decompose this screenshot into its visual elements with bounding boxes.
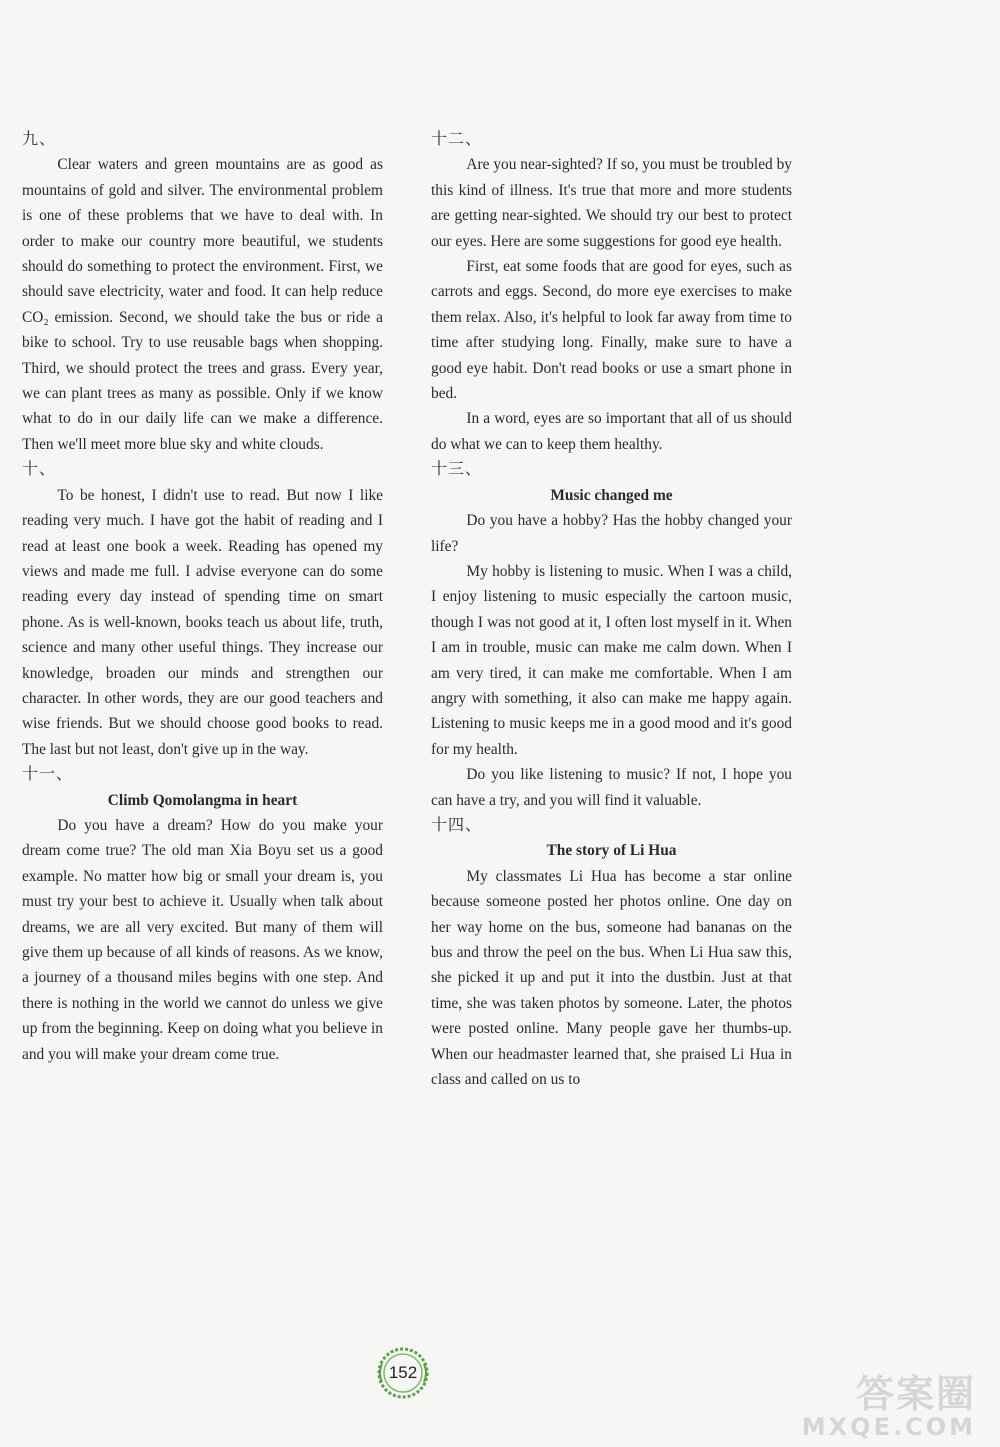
paragraph: Are you near-sighted? If so, you must be troubled by this kind of illness. It's true that more and more students are getting near-sighted. We should try our best to protect our eyes. Here are some suggestions for good eye health. [431,156,792,250]
page-number: 152 [388,1363,418,1382]
section-13 [431,457,792,813]
section-10 [22,457,383,762]
section-heading: 十、 [22,461,57,479]
section-11 [22,762,383,1067]
paragraph: Clear waters and green mountains are as good as mountains of gold and silver. The environmental problem is one of these problems that we have to deal with. In order to make our country more beautiful, we students should do something to protect the environment. First, we should save electricity, water and food. It can help reduce CO₂ emission. Second, we should take the bus or ride a bike to school. Try to use reusable bags when shopping. Third, we should protect the trees and grass. Every year, we can plant trees as many as possible. Only if we know what to do in our daily life can we make a difference. Then we'll meet more blue sky and white clouds. [22,156,383,453]
section-heading: 十二、 [431,131,483,148]
left-column [22,127,383,1067]
paragraph: In a word, eyes are so important that all of us should do what we can to keep them healthy. [431,410,792,453]
paragraph: First, eat some foods that are good for eyes, such as carrots and eggs. Second, do more eye exercises to make them relax. Also, it's helpful to look far away from time to time after studying long. Finally, make sure to have a good eye habit. Don't read books or use a smart phone in bed. [431,258,792,403]
watermark-url: MXQE.COM [801,1413,976,1441]
essay-title: Climb Qomolangma in heart [107,791,298,809]
site-watermark [800,1361,990,1441]
section-9 [22,127,383,457]
paragraph: My classmates Li Hua has become a star online because someone posted her photos online. One day on her way home on the bus, someone had bananas on the bus and throw the peel on the bus. When Li Hua saw this, she picked it up and put it into the dustbin. Just at that time, she was taken photos by someone. Later, the photos were posted online. Many people gave her thumbs-up. When our headmaster learned that, she praised Li Hua in class and called on us to [431,867,792,1089]
section-12 [431,127,792,457]
essay-title: The story of Li Hua [546,842,677,860]
paragraph: Do you have a hobby? Has the hobby changed your life? [431,512,792,555]
paragraph: To be honest, I didn't use to read. But now I like reading very much. I have got the habit of reading and I read at least one book a week. Reading has opened my views and made me full. I advise everyone can do some reading every day instead of spending time on smart phone. As is well-known, books teach us about life, truth, science and many other useful things. They increase our knowledge, broaden our minds and strengthen our character. In other words, they are our good teachers and wise friends. But we should choose good books to read. The last but not least, don't give up in the way. [22,486,383,758]
section-heading: 九、 [22,131,57,148]
section-heading: 十三、 [431,461,483,479]
paragraph: My hobby is listening to music. When I was a child, I enjoy listening to music especially the cartoon music, though I was not good at it, I often lost myself in it. When I am in trouble, music can make me calm down. When I am very tired, it can make me comfortable. When I am angry with something, it also can make me happy again. Listening to music keeps me in a good mood and it's good for my health. [431,562,792,758]
paragraph: Do you like listening to music? If not, I hope you can have a try, and you will find it valuable. [431,766,792,809]
watermark-logo-text: 答案圈 [855,1372,976,1416]
right-column [431,127,792,1092]
section-heading: 十四、 [431,816,483,834]
page-number-badge [370,1346,436,1400]
essay-title: Music changed me [550,486,673,504]
section-heading: 十一、 [22,766,74,784]
section-14 [431,813,792,1092]
paragraph: Do you have a dream? How do you make your dream come true? The old man Xia Boyu set us a good example. No matter how big or small your dream is, you must try your best to achieve it. Usually when talk about dreams, we are all very excited. But many of them will give them up because of all kinds of reasons. As we know, a journey of a thousand miles begins with one step. And there is nothing in the world we cannot do unless we give up from the beginning. Keep on doing what you believe in and you will make your dream come true. [22,816,383,1063]
